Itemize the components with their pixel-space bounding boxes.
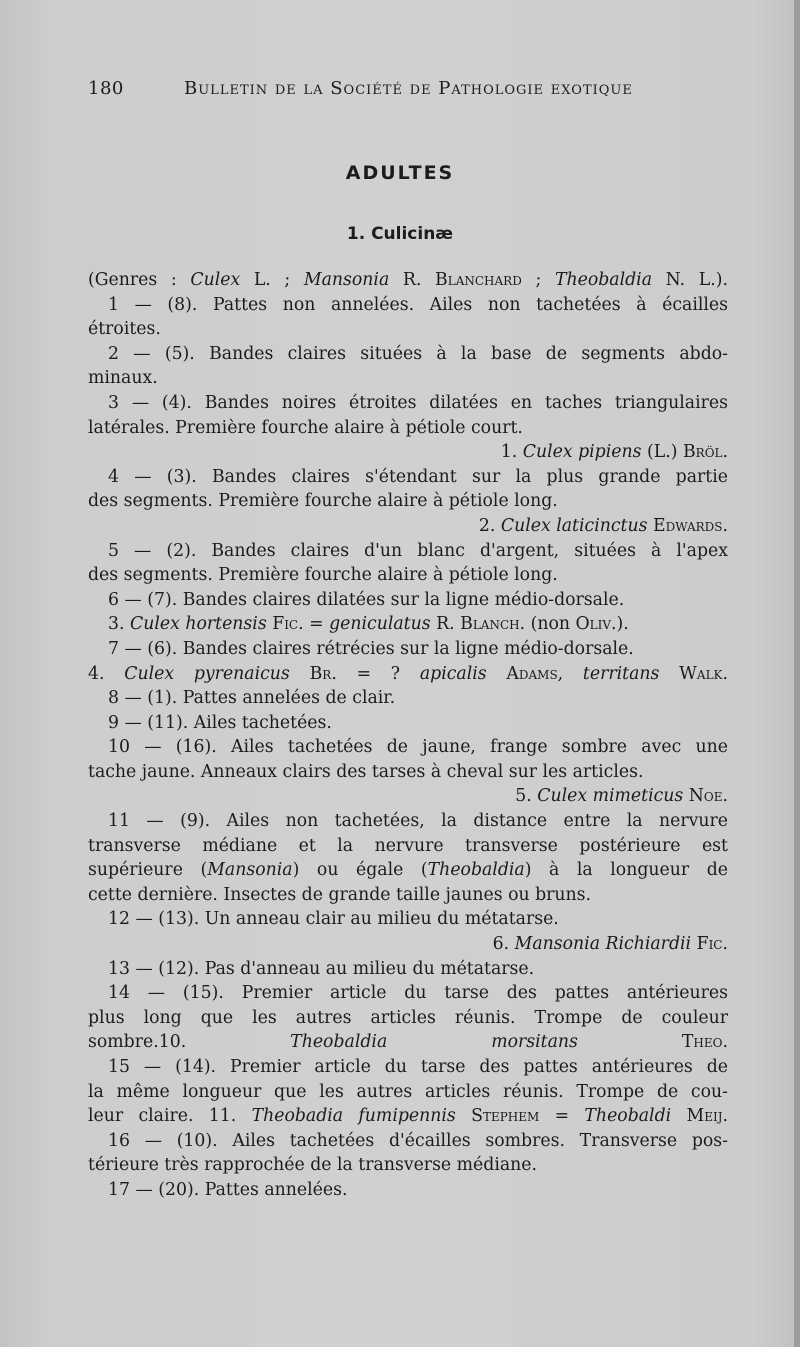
text-run: Theobadia fumipennis xyxy=(251,1106,456,1127)
text-run: Theobaldia xyxy=(554,270,653,290)
text-run: Noe xyxy=(688,786,723,807)
text-run: 6. xyxy=(492,934,515,955)
text-run: 2. xyxy=(478,515,501,536)
text-run: Br xyxy=(309,663,332,684)
text-line xyxy=(88,957,728,982)
text-line xyxy=(88,686,728,711)
text-run: . xyxy=(722,515,728,536)
text-run: 1 — (8). Pattes non annelées. Ailes non tachetées à écailles xyxy=(108,294,728,315)
text-run: cette dernière. Insectes de grande taille jaunes ou bruns. xyxy=(88,884,592,905)
text-run: . xyxy=(722,663,729,684)
text-run: . = xyxy=(298,614,330,635)
text-line xyxy=(88,440,728,465)
text-line xyxy=(88,981,728,1006)
text-line xyxy=(88,1178,728,1203)
text-line xyxy=(88,416,728,441)
text-run xyxy=(659,664,679,684)
text-run: Culex pyrenaicus xyxy=(124,663,290,684)
text-run: . xyxy=(722,442,728,463)
text-line xyxy=(88,391,728,416)
text-run: plus long que les autres articles réunis. Trompe de couleur xyxy=(88,1007,728,1028)
text-run: 5 — (2). Bandes claires d'un blanc d'argent, situées à l'apex xyxy=(108,540,728,561)
text-run: Theobaldia xyxy=(427,860,525,881)
page-edge-shadow xyxy=(794,0,800,1347)
text-line xyxy=(88,834,728,859)
text-run: 3 — (4). Bandes noires étroites dilatées en taches triangulaires xyxy=(108,392,728,413)
text-run: Culex xyxy=(190,270,241,290)
text-run: . xyxy=(722,934,728,955)
text-run: 17 — (20). Pattes annelées. xyxy=(108,1179,348,1200)
text-run: 3. xyxy=(108,614,130,635)
section-title: ADULTES xyxy=(345,162,455,184)
text-line xyxy=(88,883,728,908)
text-run: 9 — (11). Ailes tachetées. xyxy=(108,712,332,733)
text-line xyxy=(88,465,728,490)
text-run: . xyxy=(722,786,728,807)
text-run: 16 — (10). Ailes tachetées d'écailles sombres. Transverse pos- xyxy=(108,1130,728,1151)
text-line xyxy=(88,637,728,662)
text-line xyxy=(88,489,728,514)
text-line xyxy=(88,711,728,736)
text-run: Theobaldi xyxy=(584,1106,672,1127)
text-run: Mansonia xyxy=(207,860,293,881)
text-run: Culex hortensis xyxy=(129,614,267,635)
text-line xyxy=(88,612,728,637)
text-run: , xyxy=(557,663,583,684)
text-line xyxy=(88,1080,728,1105)
text-run: Fic xyxy=(696,934,723,955)
text-run: Mansonia Richiardii xyxy=(514,934,692,955)
text-run xyxy=(578,1032,682,1052)
text-line xyxy=(88,514,728,539)
text-run: . = ? xyxy=(331,663,420,684)
text-run: Stephem xyxy=(471,1106,540,1127)
text-run: Oliv xyxy=(575,614,612,635)
text-run: N. L.). xyxy=(652,270,728,290)
text-run: Meij xyxy=(686,1106,723,1127)
text-run: 5. xyxy=(515,786,538,807)
text-run: des segments. Première fourche alaire à pétiole long. xyxy=(88,491,558,512)
text-run: Blanch xyxy=(460,614,520,635)
text-run xyxy=(290,664,310,684)
text-line xyxy=(88,858,728,883)
text-line xyxy=(88,563,728,588)
text-run: . xyxy=(722,1032,728,1053)
text-run: Walk xyxy=(679,663,723,684)
text-run: 7 — (6). Bandes claires rétrécies sur la ligne médio-dorsale. xyxy=(108,638,634,659)
text-run: ) ou égale ( xyxy=(292,860,428,881)
text-line xyxy=(88,662,728,687)
text-run: étroites. xyxy=(88,319,161,340)
text-line xyxy=(88,1006,728,1031)
text-run xyxy=(671,1106,686,1126)
text-run: . xyxy=(722,1106,729,1127)
text-run: Adams xyxy=(506,663,558,684)
text-line xyxy=(88,809,728,834)
page-number: 180 xyxy=(88,78,124,99)
text-run: 6 — (7). Bandes claires dilatées sur la ligne médio-dorsale. xyxy=(108,589,625,610)
text-run: (Genres : xyxy=(88,270,191,290)
text-run: latérales. Première fourche alaire à pétiole court. xyxy=(88,417,523,438)
text-run: Mansonia xyxy=(303,270,390,290)
text-run: térieure très rapprochée de la transverse médiane. xyxy=(88,1155,538,1176)
text-run xyxy=(487,664,507,684)
text-run: apicalis xyxy=(419,663,487,684)
text-run: 10. xyxy=(158,1032,291,1053)
text-run: Theo xyxy=(681,1032,723,1053)
text-run: R. xyxy=(430,614,461,635)
text-line xyxy=(88,1153,728,1178)
text-run: ) à la longueur de xyxy=(524,860,729,881)
text-line xyxy=(88,1129,728,1154)
text-line xyxy=(88,588,728,613)
text-line xyxy=(88,342,728,367)
text-run: 4. xyxy=(88,663,125,684)
text-run: .). xyxy=(611,614,629,635)
text-run: geniculatus xyxy=(329,614,431,635)
text-run: Culex pipiens xyxy=(522,442,642,463)
text-line xyxy=(88,293,728,318)
text-run: Bröl xyxy=(682,442,723,463)
text-run: 11 — (9). Ailes non tachetées, la distance entre la nervure xyxy=(108,811,728,832)
text-run xyxy=(456,1106,471,1126)
text-run: R. xyxy=(389,270,436,290)
text-run: Theobaldia morsitans xyxy=(290,1032,578,1053)
text-run: 15 — (14). Premier article du tarse des pattes antérieures de xyxy=(108,1057,728,1077)
text-line xyxy=(88,539,728,564)
text-run: la même longueur que les autres articles réunis. Trompe de cou- xyxy=(88,1081,728,1102)
text-run: (L.) xyxy=(641,442,683,463)
text-run: 2 — (5). Bandes claires situées à la base de segments abdo- xyxy=(108,343,728,364)
text-run: Blanchard xyxy=(435,270,522,290)
text-run: transverse médiane et la nervure transverse postérieure est xyxy=(88,835,728,856)
text-run: 4 — (3). Bandes claires s'étendant sur la plus grande partie xyxy=(108,466,728,487)
text-line xyxy=(88,1030,728,1055)
text-line xyxy=(88,1055,728,1080)
text-line xyxy=(88,907,728,932)
text-run: des segments. Première fourche alaire à pétiole long. xyxy=(88,565,558,586)
text-run: leur claire. 11. xyxy=(88,1106,252,1127)
identification-key-text xyxy=(88,268,728,1203)
text-line xyxy=(88,366,728,391)
text-run: L. ; xyxy=(240,270,304,290)
text-line xyxy=(88,760,728,785)
text-run: Culex mimeticus xyxy=(537,786,684,807)
text-run: minaux. xyxy=(88,368,158,389)
text-run: Fic xyxy=(272,614,299,635)
text-run: tache jaune. Anneaux clairs des tarses à cheval sur les articles. xyxy=(88,761,644,782)
text-run: 8 — (1). Pattes annelées de clair. xyxy=(108,688,396,709)
text-run: 10 — (16). Ailes tachetées de jaune, frange sombre avec une xyxy=(108,737,728,758)
text-run: 13 — (12). Pas d'anneau au milieu du métatarse. xyxy=(108,958,535,979)
text-line xyxy=(88,268,728,293)
text-run: territans xyxy=(582,663,660,684)
text-line xyxy=(88,735,728,760)
text-run: Edwards xyxy=(652,515,723,536)
subsection-title: 1. Culicinæ xyxy=(346,224,454,244)
text-run: 12 — (13). Un anneau clair au milieu du métatarse. xyxy=(108,909,559,930)
text-run: 1. xyxy=(500,442,523,463)
text-line xyxy=(88,784,728,809)
text-run: ; xyxy=(521,270,555,290)
text-line xyxy=(88,1104,728,1129)
text-run: = xyxy=(539,1106,585,1127)
text-run: 14 — (15). Premier article du tarse des pattes antérieures xyxy=(108,983,728,1004)
text-line xyxy=(88,932,728,957)
text-run: . (non xyxy=(519,614,576,635)
text-run: Culex laticinctus xyxy=(500,515,648,536)
text-line xyxy=(88,317,728,342)
text-run: supérieure ( xyxy=(88,860,208,881)
running-title: Bulletin de la Société de Pathologie exotique xyxy=(184,78,633,99)
text-run: sombre. xyxy=(88,1032,159,1053)
